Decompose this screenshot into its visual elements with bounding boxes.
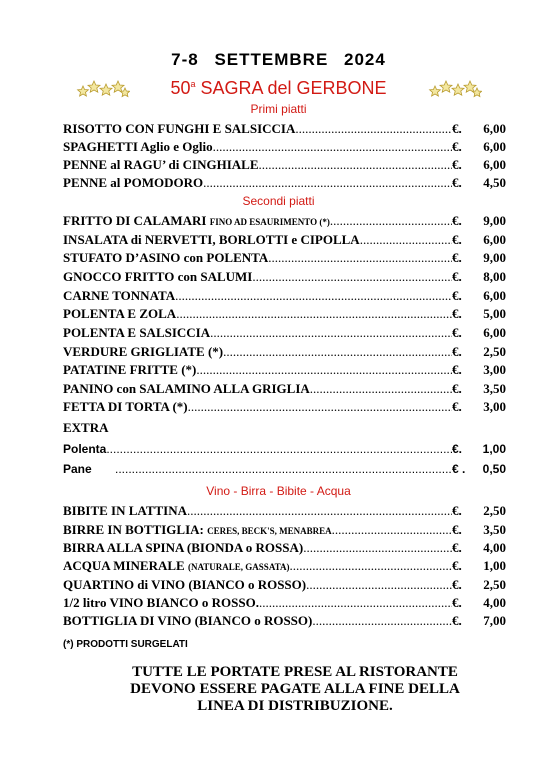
item-currency: €. [452,381,462,396]
item-currency: €. [452,306,462,321]
item-name: PENNE al POMODORO [63,175,204,190]
item-price: 3,00 [483,399,506,414]
menu-item [63,250,506,268]
item-currency: €. [452,595,462,610]
item-price: 9,00 [483,213,506,228]
notice-line: TUTTE LE PORTATE PRESE AL RISTORANTE [132,664,458,680]
menu-item [63,399,506,417]
title-super: a [190,79,196,89]
item-currency: €. [452,288,462,303]
item-name-main: BIRRE IN BOTTIGLIA: [63,522,208,537]
menu-item [63,344,506,362]
item-price: 2,50 [483,344,506,359]
leader-dots [289,558,452,574]
item-name: Pane [63,462,92,476]
item-currency: €. [452,139,462,154]
menu-item [63,232,506,250]
item-name: PATATINE FRITTE (*) [63,362,197,377]
leader-dots [223,344,452,360]
leader-dots [360,232,452,248]
leader-dots [312,613,452,629]
menu-item [63,613,506,631]
menu-item [63,577,506,595]
item-currency: €. [452,157,462,172]
menu-item [63,503,506,521]
leader-dots [330,213,452,229]
item-price: 4,50 [483,175,506,190]
item-name: GNOCCO FRITTO con SALUMI [63,269,253,284]
item-name: INSALATA di NERVETTI, BORLOTTI e CIPOLLA [63,232,360,247]
item-currency: €. [452,540,462,555]
menu-item [63,288,506,306]
item-currency: € . [452,462,466,476]
item-name: CARNE TONNATA [63,288,176,303]
leader-dots [213,139,452,155]
item-name: BIBITE IN LATTINA [63,503,188,518]
leader-dots [310,381,452,397]
leader-dots [115,462,452,476]
item-name [63,213,330,229]
leader-dots [106,442,452,456]
item-currency: €. [452,522,462,537]
item-price: 0,50 [482,462,506,476]
menu-item [63,157,506,175]
item-name: BOTTIGLIA DI VINO (BIANCO o ROSSO) [63,613,313,628]
leader-dots [203,175,452,191]
menu-item [63,213,506,231]
item-currency: €. [452,213,462,228]
menu-item [63,462,506,480]
leader-dots [188,399,452,415]
item-price: 3,50 [483,381,506,396]
menu-item [63,362,506,380]
item-price: 6,00 [483,139,506,154]
item-name: Polenta [63,442,107,456]
item-name: STUFATO D’ASINO con POLENTA [63,250,269,265]
leader-dots [268,250,452,266]
stars-icon [428,78,482,100]
item-price: 7,00 [483,613,506,628]
section-secondi-piatti: Secondi piatti [242,194,315,208]
item-currency: €. [452,558,462,573]
menu-item [63,540,506,558]
item-name: VERDURE GRIGLIATE (*) [63,344,224,359]
item-price: 6,00 [483,232,506,247]
item-price: 6,00 [483,121,506,136]
item-name-main: ACQUA MINERALE [63,558,188,573]
item-price: 6,00 [483,325,506,340]
menu-item [63,139,506,157]
item-price: 8,00 [483,269,506,284]
item-currency: €. [452,503,462,518]
item-name: POLENTA E SALSICCIA [63,325,211,340]
menu-item [63,175,506,193]
leader-dots [332,522,452,538]
menu-item [63,306,506,324]
section-drinks: Vino - Birra - Bibite - Acqua [206,484,351,498]
item-price: 4,00 [483,595,506,610]
title-text: SAGRA del GERBONE [195,78,387,98]
menu-item [63,442,506,460]
menu-item [63,522,506,540]
item-name: FETTA DI TORTA (*) [63,399,188,414]
leader-dots [252,269,452,285]
item-currency: €. [452,175,462,190]
item-price: 3,50 [483,522,506,537]
menu-item [63,325,506,343]
leader-dots [175,288,452,304]
item-name: SPAGHETTI Aglio e Oglio [63,139,213,154]
item-name: BIRRA ALLA SPINA (BIONDA o ROSSA) [63,540,304,555]
item-price: 1,00 [483,558,506,573]
item-price: 1,00 [482,442,506,456]
leader-dots [306,577,452,593]
item-name-main: FRITTO DI CALAMARI [63,213,210,228]
item-name: PANINO con SALAMINO ALLA GRIGLIA [63,381,310,396]
item-name [63,558,289,574]
item-name: PENNE al RAGU’ di CINGHIALE [63,157,259,172]
item-name: QUARTINO di VINO (BIANCO o ROSSO) [63,577,307,592]
item-note: FINO AD ESAURIMENTO (*) [209,217,330,227]
item-price: 3,00 [483,362,506,377]
item-note: (NATURALE, GASSATA) [187,562,290,572]
item-currency: €. [452,232,462,247]
item-currency: €. [452,362,462,377]
payment-notice [60,664,530,715]
notice-line: LINEA DI DISTRIBUZIONE. [197,698,393,714]
item-price: 6,00 [483,288,506,303]
item-name: RISOTTO CON FUNGHI E SALSICCIA [63,121,296,136]
item-price: 6,00 [483,157,506,172]
leader-dots [210,325,452,341]
menu-item [63,269,506,287]
item-currency: €. [452,250,462,265]
item-currency: €. [452,613,462,628]
item-price: 2,50 [483,577,506,592]
leader-dots [176,306,452,322]
menu-item [63,558,506,576]
leader-dots [187,503,452,519]
item-price: 5,00 [483,306,506,321]
leader-dots [303,540,452,556]
menu-item [63,121,506,139]
item-name [63,522,332,538]
item-currency: €. [452,442,463,456]
item-currency: €. [452,399,462,414]
extra-heading: EXTRA [63,420,109,435]
item-currency: €. [452,121,462,136]
menu-item [63,595,506,613]
item-name: POLENTA E ZOLA [63,306,177,321]
section-primi-piatti: Primi piatti [250,102,307,116]
notice-line: DEVONO ESSERE PAGATE ALLA FINE DELLA [130,681,460,697]
item-price: 4,00 [483,540,506,555]
item-currency: €. [452,344,462,359]
item-price: 9,00 [483,250,506,265]
title-number: 50 [170,78,191,98]
event-date: 7-8 SETTEMBRE 2024 [171,50,386,69]
item-currency: €. [452,577,462,592]
item-price: 2,50 [483,503,506,518]
item-name: 1/2 litro VINO BIANCO o ROSSO. [63,595,259,610]
menu-item [63,381,506,399]
item-note: CERES, BECK'S, MENABREA [207,526,332,536]
leader-dots [259,157,452,173]
leader-dots [259,595,452,611]
item-currency: €. [452,325,462,340]
leader-dots [295,121,452,137]
leader-dots [196,362,452,378]
item-currency: €. [452,269,462,284]
footnote: (*) PRODOTTI SURGELATI [63,639,188,650]
